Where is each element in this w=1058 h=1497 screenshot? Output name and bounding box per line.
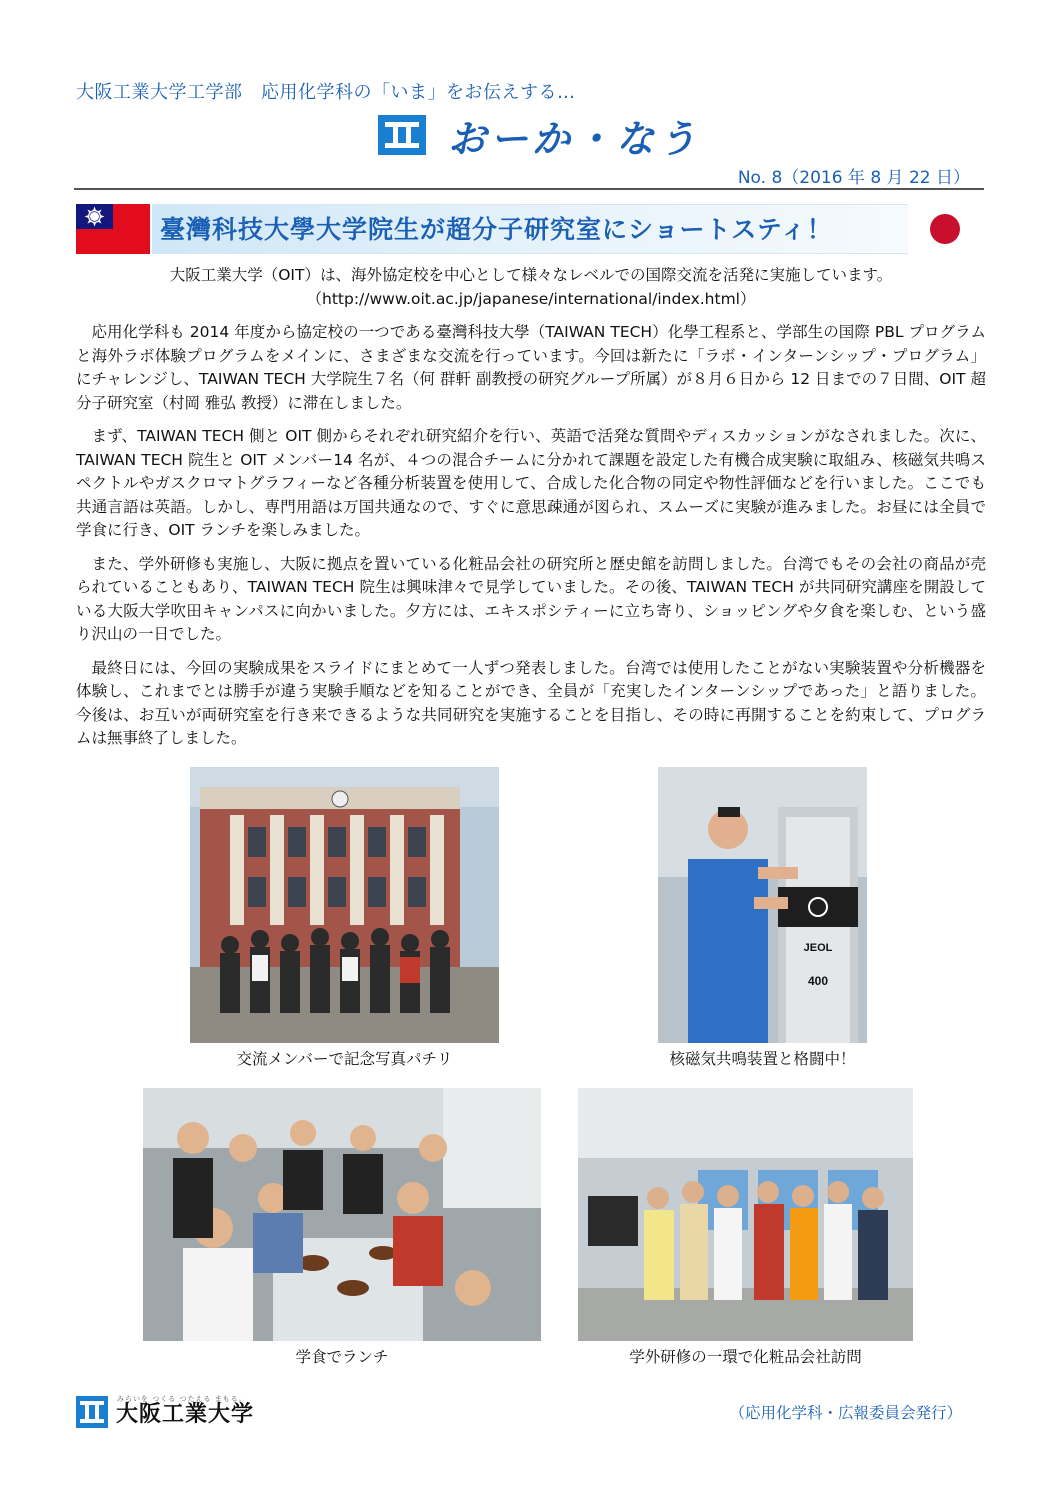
international-link[interactable]: （http://www.oit.ac.jp/japanese/international/index.html） bbox=[306, 289, 756, 308]
intro-paragraph: 大阪工業大学（OIT）は、海外協定校を中心として様々なレベルでの国際交流を活発に実施しています。 bbox=[169, 266, 893, 284]
header-divider bbox=[74, 188, 984, 190]
footer-tagline: みらいを つくる つたえる まもる。 bbox=[117, 1395, 247, 1403]
article-body bbox=[76, 264, 986, 751]
issue-number: No. 8（2016 年 8 月 22 日） bbox=[737, 168, 970, 188]
oit-logo-icon bbox=[378, 115, 426, 155]
company-visit-photo bbox=[578, 1088, 913, 1341]
lunch-photo bbox=[143, 1088, 541, 1341]
group-photo bbox=[190, 767, 499, 1043]
nmr-photo bbox=[658, 767, 867, 1043]
paragraph-1: 応用化学科も 2014 年度から協定校の一つである臺灣科技大學（TAIWAN TECH）化學工程系と、学部生の国際 PBL プログラムと海外ラボ体験プログラムをメインに、さまざまな交流を行っています。今回は新たに「ラボ・インターンシップ・プログラム」にチャレンジし、TAIWAN TECH 大学院生７名（何 群軒 副教授の研究グループ所属）が８月６日から 12 日までの７日間、OIT 超分子研究室（村岡 雅弘 教授）に滞在しました。 bbox=[76, 323, 986, 412]
university-name: 大阪工業大学 bbox=[116, 1401, 255, 1427]
oit-footer-logo-icon bbox=[76, 1396, 108, 1428]
kicker-text: 大阪工業大学工学部 応用化学科の「いま」をお伝えする… bbox=[76, 82, 576, 103]
photo-3-caption: 学食でランチ bbox=[295, 1348, 389, 1366]
taiwan-flag-icon bbox=[76, 204, 150, 254]
photo-2-caption: 核磁気共鳴装置と格闘中！ bbox=[669, 1050, 856, 1068]
photo-4-caption: 学外研修の一環で化粧品会社訪問 bbox=[629, 1348, 862, 1366]
paragraph-3: また、学外研修も実施し、大阪に拠点を置いている化粧品会社の研究所と歴史館を訪問しました。台湾でもその会社の商品が売られていることもあり、TAIWAN TECH 院生は興味津々で見学していました。その後、TAIWAN TECH が共同研究講座を開設している大阪大学吹田キャンパスに向かいました。夕方には、エキスポシティーに立ち寄り、ショッピングや夕食を楽しむ、という盛り沢山の一日でした。 bbox=[76, 554, 986, 643]
footer-logo bbox=[76, 1396, 254, 1428]
paragraph-2: まず、TAIWAN TECH 側と OIT 側からそれぞれ研究紹介を行い、英語で活発な質問やディスカッションがなされました。次に、TAIWAN TECH 院生と OIT メンバー14 名が、４つの混合チームに分かれて課題を設定した有機合成実験に取組み、核磁気共鳴スペクトルやガスクロマトグラフィーなど各種分析装置を使用して、合成した化合物の同定や物性評価などを行いました。ここでも共通言語は英語。しかし、専門用語は万国共通なので、すぐに意思疎通が図られ、スムーズに実験が進みました。お昼には全員で学食に行き、OIT ランチを楽しみました。 bbox=[76, 427, 986, 539]
japan-flag-icon bbox=[908, 204, 984, 254]
headline: 臺灣科技大學大学院生が超分子研究室にショートスティ！ bbox=[160, 215, 833, 244]
publisher-note: （応用化学科・広報委員会発行） bbox=[729, 1404, 962, 1422]
masthead bbox=[378, 110, 700, 160]
nmr-model-label: 400 bbox=[807, 974, 829, 988]
paragraph-4: 最終日には、今回の実験成果をスライドにまとめて一人ずつ発表しました。台湾では使用したことがない実験装置や分析機器を体験し、これまでとは勝手が違う実験手順などを知ることができ、全員が「充実したインターンシップであった」と語りました。今後は、お互いが両研究室を行き来できるような共同研究を実施することを目指し、その時に再開することを約束して、プログラムは無事終了しました。 bbox=[76, 658, 986, 747]
nmr-brand-label: JEOL bbox=[803, 942, 833, 954]
photo-1-caption: 交流メンバーで記念写真パチリ bbox=[236, 1050, 453, 1068]
newsletter-title: おーか・なう bbox=[448, 116, 701, 161]
